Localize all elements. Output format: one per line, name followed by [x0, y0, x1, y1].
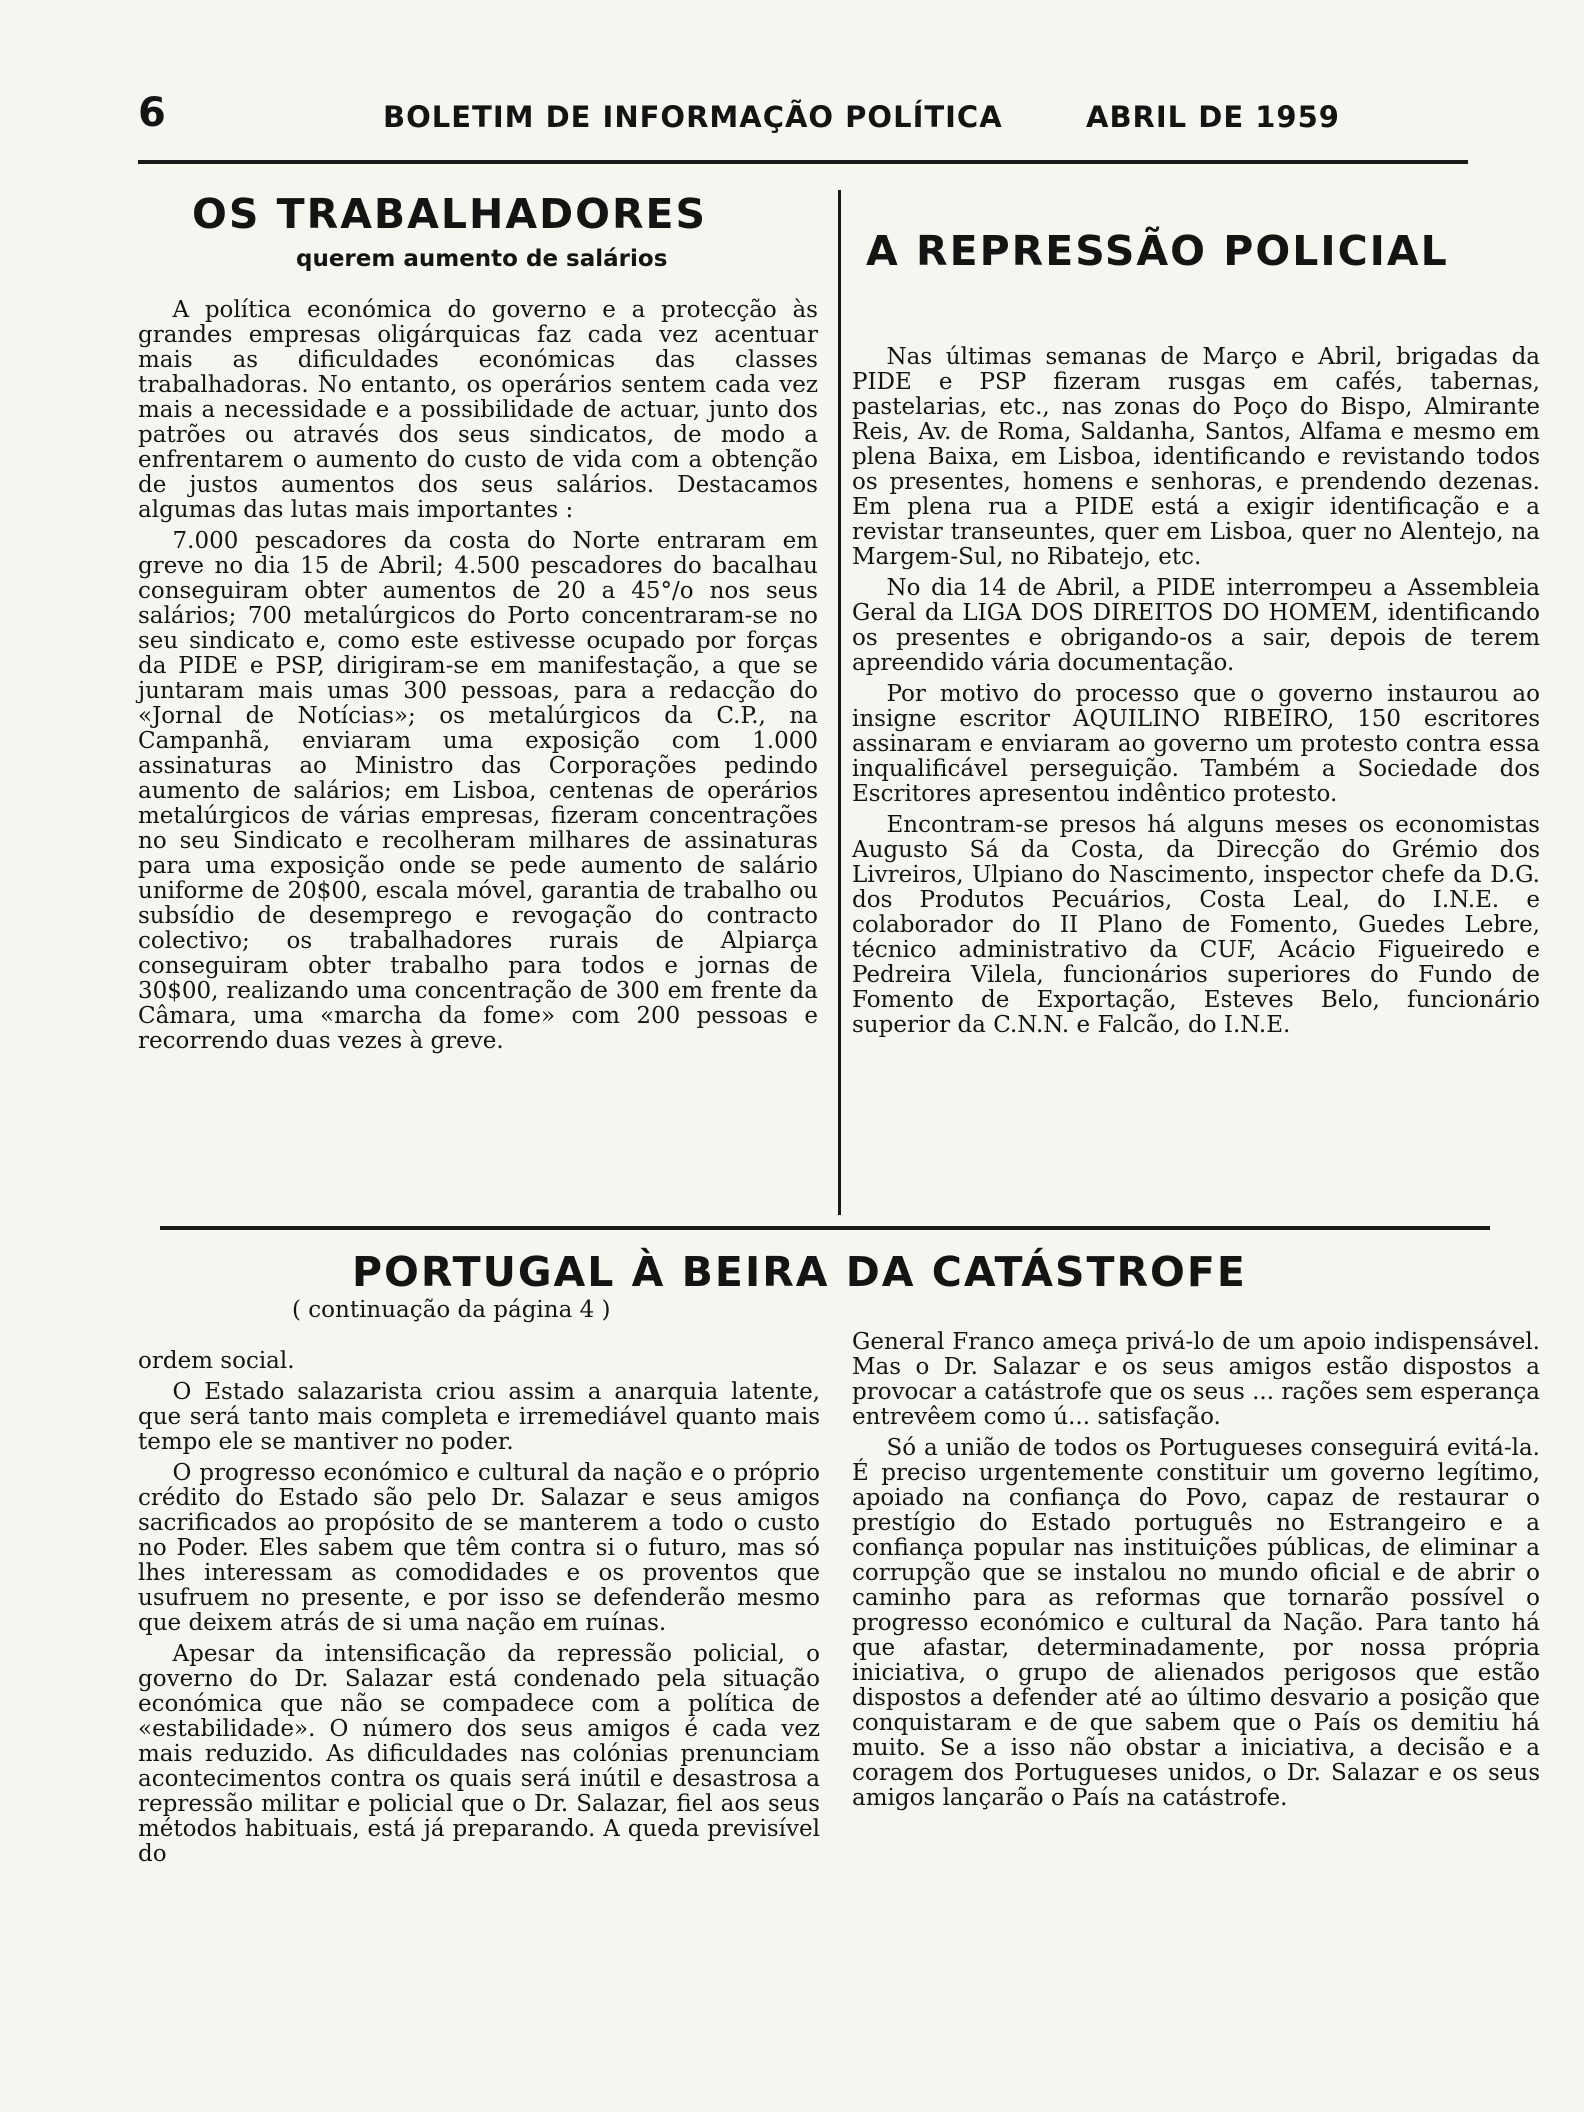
article3-paragraph: O Estado salazarista criou assim a anarquia latente, que será tanto mais completa e irremediável quanto mais tempo ele se mantiver no poder. [138, 1379, 820, 1455]
article3-paragraph: Apesar da intensificação da repressão policial, o governo do Dr. Salazar está condenado pela situação económica que não se compadece com a política de «estabilidade». O número dos seus amigos é cada vez mais reduzido. As dificuldades nas colónias prenunciam acontecimentos contra os quais será inútil e desastrosa a repressão militar e policial que o Dr. Salazar, fiel aos seus métodos habituais, está já preparando. A queda previsível do [138, 1641, 820, 1867]
article3-left-body [138, 1349, 820, 1873]
article1-paragraph: 7.000 pescadores da costa do Norte entraram em greve no dia 15 de Abril; 4.500 pescadores do bacalhau conseguiram obter aumentos de 20 a 45°/o nos seus salários; 700 metalúrgicos do Porto concentraram-se no seu sindicato e, como este estivesse ocupado por forças da PIDE e PSP, dirigiram-se em manifestação, a que se juntaram mais umas 300 pessoas, para a redacção do «Jornal de Notícias»; os metalúrgicos da C.P., na Campanhã, enviaram uma exposição com 1.000 assinaturas ao Ministro das Corporações pedindo aumento de salários; em Lisboa, centenas de operários metalúrgicos de várias empresas, fizeram concentrações no seu Sindicato e recolheram milhares de assinaturas para uma exposição onde se pede aumento de salário uniforme de 20$00, escala móvel, garantia de trabalho ou subsídio de desemprego e revogação do contracto colectivo; os trabalhadores rurais de Alpiarça conseguiram obter trabalho para todos e jornas de 30$00, realizando uma concentração de 300 em frente da Câmara, uma «marcha da fome» com 200 pessoas e recorrendo duas vezes à greve. [138, 528, 818, 1054]
article2-paragraph: Nas últimas semanas de Março e Abril, brigadas da PIDE e PSP fizeram rusgas em cafés, tabernas, pastelarias, etc., nas zonas do Poço do Bispo, Almirante Reis, Av. de Roma, Saldanha, Santos, Alfama e mesmo em plena Baixa, em Lisboa, identificando e revistando todos os presentes, homens e senhoras, e prendendo dezenas. Em plena rua a PIDE está a exigir identificação e a revistar transeuntes, quer em Lisboa, quer no Alentejo, na Margem-Sul, no Ribatejo, etc. [852, 344, 1540, 570]
page-header [138, 90, 1468, 138]
article1-paragraph: A política económica do governo e a protecção às grandes empresas oligárquicas faz cada vez acentuar mais as dificuldades económicas das classes trabalhadoras. No entanto, os operários sentem cada vez mais a necessidade e a possibilidade de actuar, junto dos patrões ou através dos seus sindicatos, de modo a enfrentarem o aumento do custo de vida com a obtenção de justos aumentos dos seus salários. Destacamos algumas das lutas mais importantes : [138, 297, 818, 523]
article2-paragraph: Encontram-se presos há alguns meses os economistas Augusto Sá da Costa, da Direcção do Grémio dos Livreiros, Ulpiano do Nascimento, inspector chefe da D.G. dos Produtos Pecuários, Costa Leal, do I.N.E. e colaborador do II Plano de Fomento, Guedes Lebre, técnico administrativo da CUF, Acácio Figueiredo e Pedreira Vilela, funcionários superiores do Fundo de Fomento de Exportação, Esteves Belo, funcionário superior da C.N.N. e Falcão, do I.N.E. [852, 812, 1540, 1038]
article2-body [852, 345, 1540, 1044]
article1-subtitle: querem aumento de salários [296, 246, 668, 272]
publication-title: BOLETIM DE INFORMAÇÃO POLÍTICA [383, 100, 1003, 134]
article3-title: PORTUGAL À BEIRA DA CATÁSTROFE [352, 1248, 1247, 1296]
article1-body [138, 298, 818, 1060]
article2-paragraph: Por motivo do processo que o governo instaurou ao insigne escritor AQUILINO RIBEIRO, 150 escritores assinaram e enviaram ao governo um protesto contra essa inqualificável perseguição. Também a Sociedade dos Escritores apresentou indêntico protesto. [852, 681, 1540, 807]
article3-right-body [852, 1330, 1540, 1817]
section-divider [160, 1226, 1490, 1230]
issue-date: ABRIL DE 1959 [1086, 100, 1340, 134]
article3-paragraph: General Franco ameça privá-lo de um apoio indispensável. Mas o Dr. Salazar e os seus amigos estão dispostos a provocar a catástrofe que os seus ... rações sem esperança entrevêem como ú... satisfação. [852, 1329, 1540, 1430]
article2-paragraph: No dia 14 de Abril, a PIDE interrompeu a Assembleia Geral da LIGA DOS DIREITOS DO HOMEM, identificando os presentes e obrigando-os a sair, depois de terem apreendido vária documentação. [852, 575, 1540, 676]
column-divider [838, 190, 841, 1215]
header-divider [138, 160, 1468, 164]
article1-title: OS TRABALHADORES [192, 190, 708, 238]
article3-paragraph: ordem social. [138, 1348, 295, 1374]
article3-paragraph: Só a união de todos os Portugueses conseguirá evitá-la. É preciso urgentemente constituir um governo legítimo, apoiado na confiança do Povo, capaz de restaurar o prestígio do Estado português no Estrangeiro e a confiança popular nas instituições públicas, de eliminar a corrupção que se instalou no mundo oficial e de abrir o caminho para as reformas que tornarão possível o progresso económico e cultural da Nação. Para tanto há que afastar, determinadamente, por nossa própria iniciativa, o grupo de alienados perigosos que estão dispostos a defender até ao último desvario a posição que conquistaram e de que sabem que o País os demitiu há muito. Se a isso não obstar a iniciativa, a decisão e a coragem dos Portugueses unidos, o Dr. Salazar e os seus amigos lançarão o País na catástrofe. [852, 1435, 1540, 1811]
article2-title: A REPRESSÃO POLICIAL [866, 227, 1449, 275]
page-number: 6 [138, 90, 166, 136]
article3-subtitle: ( continuação da página 4 ) [292, 1297, 611, 1323]
article3-paragraph: O progresso económico e cultural da nação e o próprio crédito do Estado são pelo Dr. Salazar e seus amigos sacrificados ao propósito de se manterem a todo o custo no Poder. Eles sabem que têm contra si o futuro, mas só lhes interessam as comodidades e os proventos que usufruem no presente, e por isso se defenderão mesmo que deixem atrás de si uma nação em ruínas. [138, 1460, 820, 1636]
